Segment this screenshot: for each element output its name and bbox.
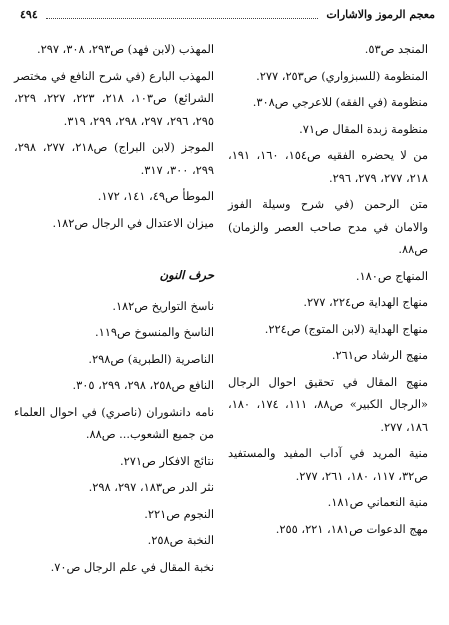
index-entry: مهج الدعوات ص١٨١، ٢٢١، ٢٥٥. [275, 521, 428, 536]
index-entry: منظومة (في الفقه) للاعرجي ص٣٠٨. [252, 95, 428, 109]
index-entry: متن الرحمن (في شرح وسيلة الفوز والامان في مدح صاحب العصر والزمان) ص٨٨. [228, 197, 428, 256]
index-entry: نامه دانشوران (ناصري) في احوال العلماء من جميع الشعوب... ص٨٨. [14, 404, 214, 441]
index-entry: النجوم ص٢٢١. [144, 506, 214, 521]
index-entry: ناسخ التواريخ ص١٨٢. [112, 298, 214, 313]
page-header [20, 5, 435, 23]
index-entry: نثر الدر ص١٨٣، ٢٩٧، ٢٩٨. [88, 480, 214, 494]
right-column [228, 38, 428, 544]
running-title: معجم الرموز والاشارات [326, 7, 435, 21]
index-entry: منهاج الهداية (لابن المتوج) ص٢٢٤. [264, 321, 428, 336]
index-entry: نتائج الافكار ص٢٧١. [120, 453, 214, 468]
index-entry: المهذب (لابن فهد) ص٢٩٣، ٣٠٨، ٢٩٧. [36, 42, 214, 56]
index-entry: الموطأ ص٤٩، ١٤١، ١٧٢. [97, 189, 214, 203]
header-dotted-rule [46, 10, 319, 19]
index-entry: ميزان الاعتدال في الرجال ص١٨٢. [52, 215, 214, 230]
index-entry: من لا يحضره الفقيه ص١٥٤، ١٦٠، ١٩١، ٢١٨، ٢٧٧، ٢٧٩، ٢٩٦. [228, 148, 428, 185]
index-entry: الموجز (لابن البراج) ص٢١٨، ٢٧٧، ٢٩٨، ٢٩٩، ٣٠٠، ٣١٧. [14, 140, 214, 177]
page-number: ٤٩٤ [20, 7, 38, 21]
index-entry: نخبة المقال في علم الرجال ص٧٠. [50, 559, 214, 574]
index-entry: منية المريد في آداب المفيد والمستفيد ص٣٢، ١١٧، ١٨٠، ٢٦١، ٢٧٧. [228, 446, 428, 483]
index-entry: المهذب البارع (في شرح النافع في مختصر الشرائع) ص١٠٣، ٢١٨، ٢٢٣، ٢٢٧، ٢٢٩، ٢٩٥، ٢٩٦، ٢٩٧، ٢٩٨، ٢٩٩، ٣١٩. [14, 68, 214, 128]
index-entry: النافع ص٢٥٨، ٢٩٨، ٢٩٩، ٣٠٥. [72, 378, 214, 392]
left-column [14, 38, 214, 582]
section-heading: حرف النون [159, 268, 214, 282]
index-entry: المنجد ص٥٣. [364, 42, 428, 56]
index-entry: منهاج الهداية ص٢٢٤، ٢٧٧. [303, 295, 428, 309]
index-entry: منهج الرشاد ص٢٦١. [331, 348, 428, 362]
index-entry: منهج المقال في تحقيق احوال الرجال «الرجال الكبير» ص٨٨، ١١١، ١٧٤، ١٨٠، ١٨٦، ٢٧٧. [228, 374, 428, 434]
index-entry: منظومة زبدة المقال ص٧١. [299, 121, 428, 136]
index-entry: الناصرية (الطبرية) ص٢٩٨. [88, 351, 214, 366]
index-entry: المنظومة (للسبزواري) ص٢٥٣، ٢٧٧. [256, 68, 428, 83]
index-entry: النخبة ص٢٥٨. [147, 533, 214, 547]
index-entry: المنهاج ص١٨٠. [355, 268, 428, 283]
index-entry: منية النعماني ص١٨١. [327, 495, 428, 509]
index-entry: الناسخ والمنسوخ ص١١٩. [95, 325, 214, 339]
